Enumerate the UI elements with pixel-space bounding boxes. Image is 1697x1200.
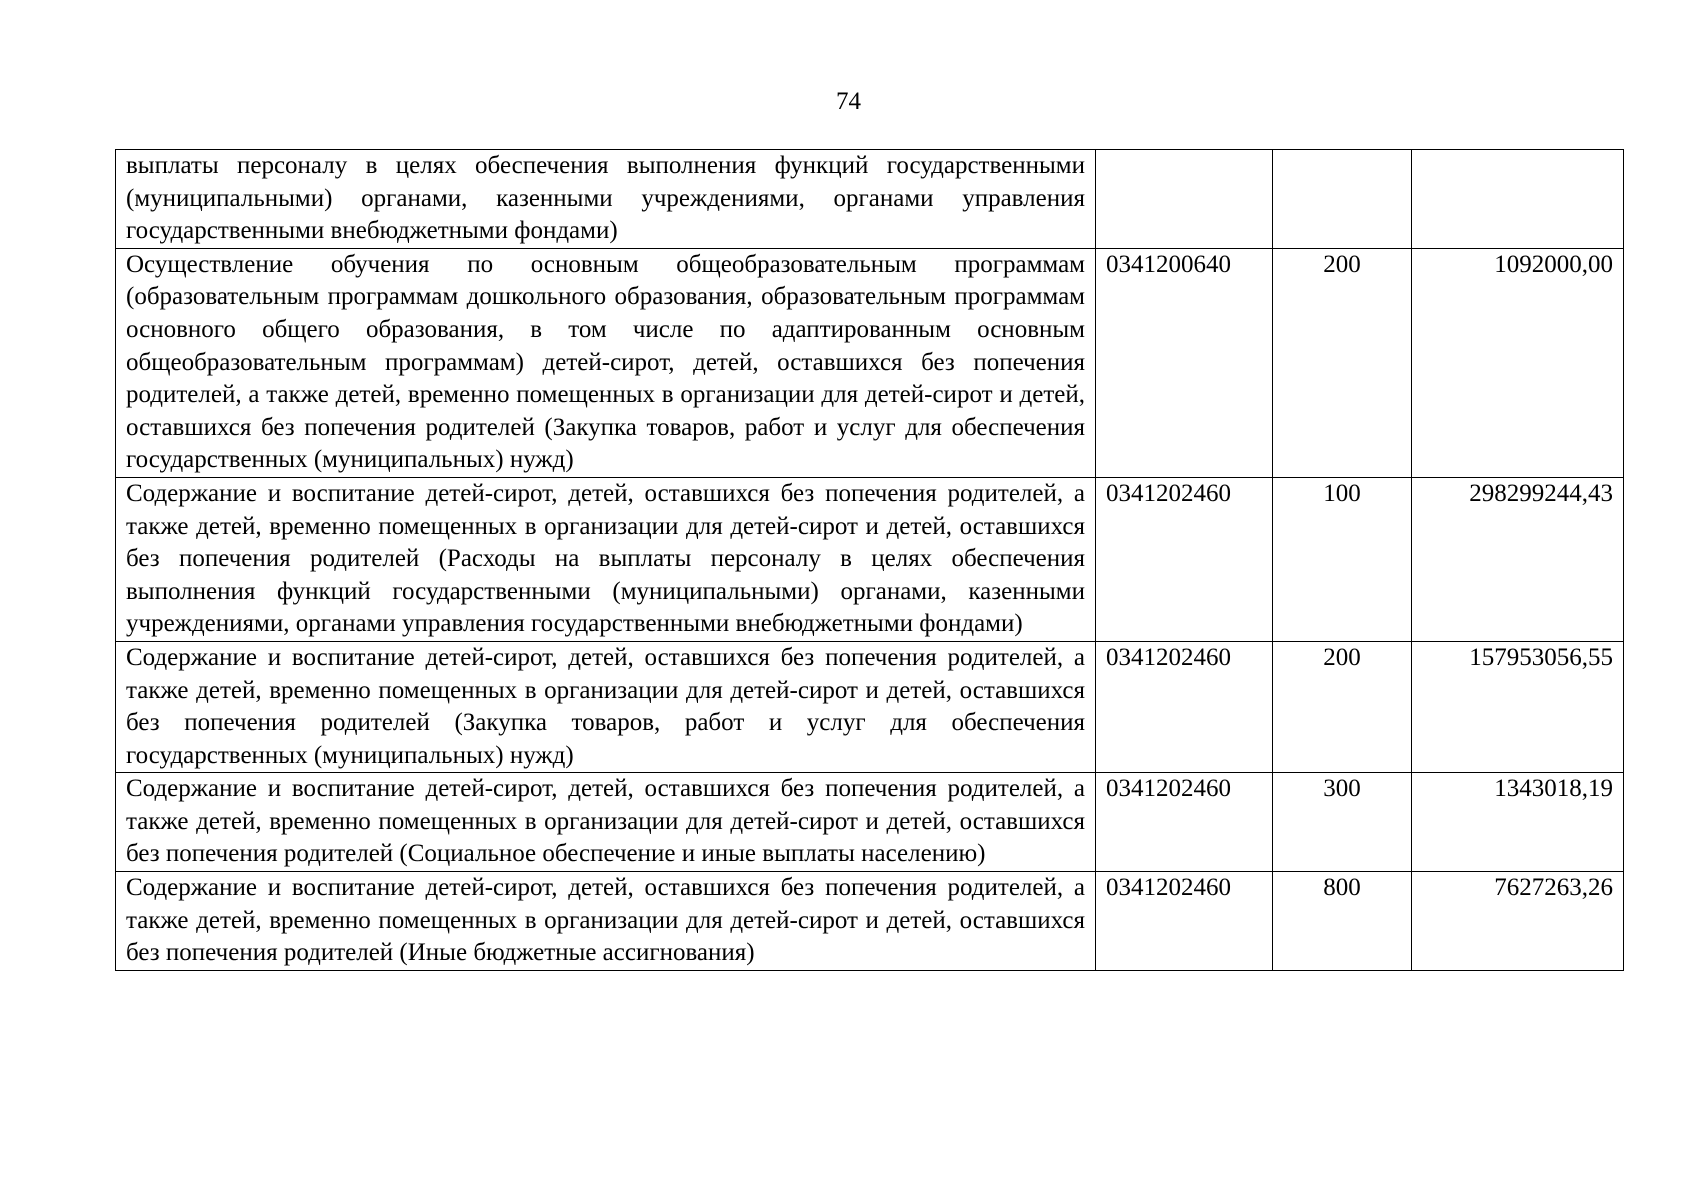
row-amount: 7627263,26 — [1412, 872, 1624, 971]
page-number: 74 — [836, 88, 861, 115]
row-expense-type: 100 — [1273, 477, 1412, 641]
row-expense-type: 200 — [1273, 641, 1412, 772]
table-row — [116, 773, 1624, 872]
row-description: Содержание и воспитание детей-сирот, детей, оставшихся без попечения родителей, а также детей, временно помещенных в организации для детей-сирот и детей, оставшихся без попечения родителей (Иные бюджетные ассигнования) — [116, 872, 1096, 971]
row-description: Содержание и воспитание детей-сирот, детей, оставшихся без попечения родителей, а также детей, временно помещенных в организации для детей-сирот и детей, оставшихся без попечения родителей (Закупка товаров, работ и услуг для обеспечения государственных (муниципальных) нужд) — [116, 641, 1096, 772]
row-amount — [1412, 150, 1624, 249]
row-amount: 1343018,19 — [1412, 773, 1624, 872]
row-code: 0341202460 — [1096, 872, 1273, 971]
budget-table — [115, 149, 1624, 971]
row-expense-type — [1273, 150, 1412, 249]
row-description: Содержание и воспитание детей-сирот, детей, оставшихся без попечения родителей, а также детей, временно помещенных в организации для детей-сирот и детей, оставшихся без попечения родителей (Социальное обеспечение и иные выплаты населению) — [116, 773, 1096, 872]
row-expense-type: 200 — [1273, 248, 1412, 477]
table-row — [116, 477, 1624, 641]
row-code: 0341202460 — [1096, 641, 1273, 772]
table-row — [116, 248, 1624, 477]
row-code: 0341202460 — [1096, 477, 1273, 641]
row-code: 0341202460 — [1096, 773, 1273, 872]
row-code: 0341200640 — [1096, 248, 1273, 477]
row-code — [1096, 150, 1273, 249]
table-row — [116, 872, 1624, 971]
row-amount: 298299244,43 — [1412, 477, 1624, 641]
table-row — [116, 150, 1624, 249]
row-expense-type: 300 — [1273, 773, 1412, 872]
row-description: Содержание и воспитание детей-сирот, детей, оставшихся без попечения родителей, а также детей, временно помещенных в организации для детей-сирот и детей, оставшихся без попечения родителей (Расходы на выплаты персоналу в целях обеспечения выполнения функций государственными (муниципальными) органами, казенными учреждениями, органами управления государственными внебюджетными фондами) — [116, 477, 1096, 641]
row-amount: 157953056,55 — [1412, 641, 1624, 772]
row-description: Осуществление обучения по основным общеобразовательным программам (образовательным программам дошкольного образования, образовательным программам основного общего образования, в том числе по адаптированным основным общеобразовательным программам) детей-сирот, детей, оставшихся без попечения родителей, а также детей, временно помещенных в организации для детей-сирот и детей, оставшихся без попечения родителей (Закупка товаров, работ и услуг для обеспечения государственных (муниципальных) нужд) — [116, 248, 1096, 477]
row-amount: 1092000,00 — [1412, 248, 1624, 477]
row-description: выплаты персоналу в целях обеспечения выполнения функций государственными (муниципальными) органами, казенными учреждениями, органами управления государственными внебюджетными фондами) — [116, 150, 1096, 249]
row-expense-type: 800 — [1273, 872, 1412, 971]
table-row — [116, 641, 1624, 772]
